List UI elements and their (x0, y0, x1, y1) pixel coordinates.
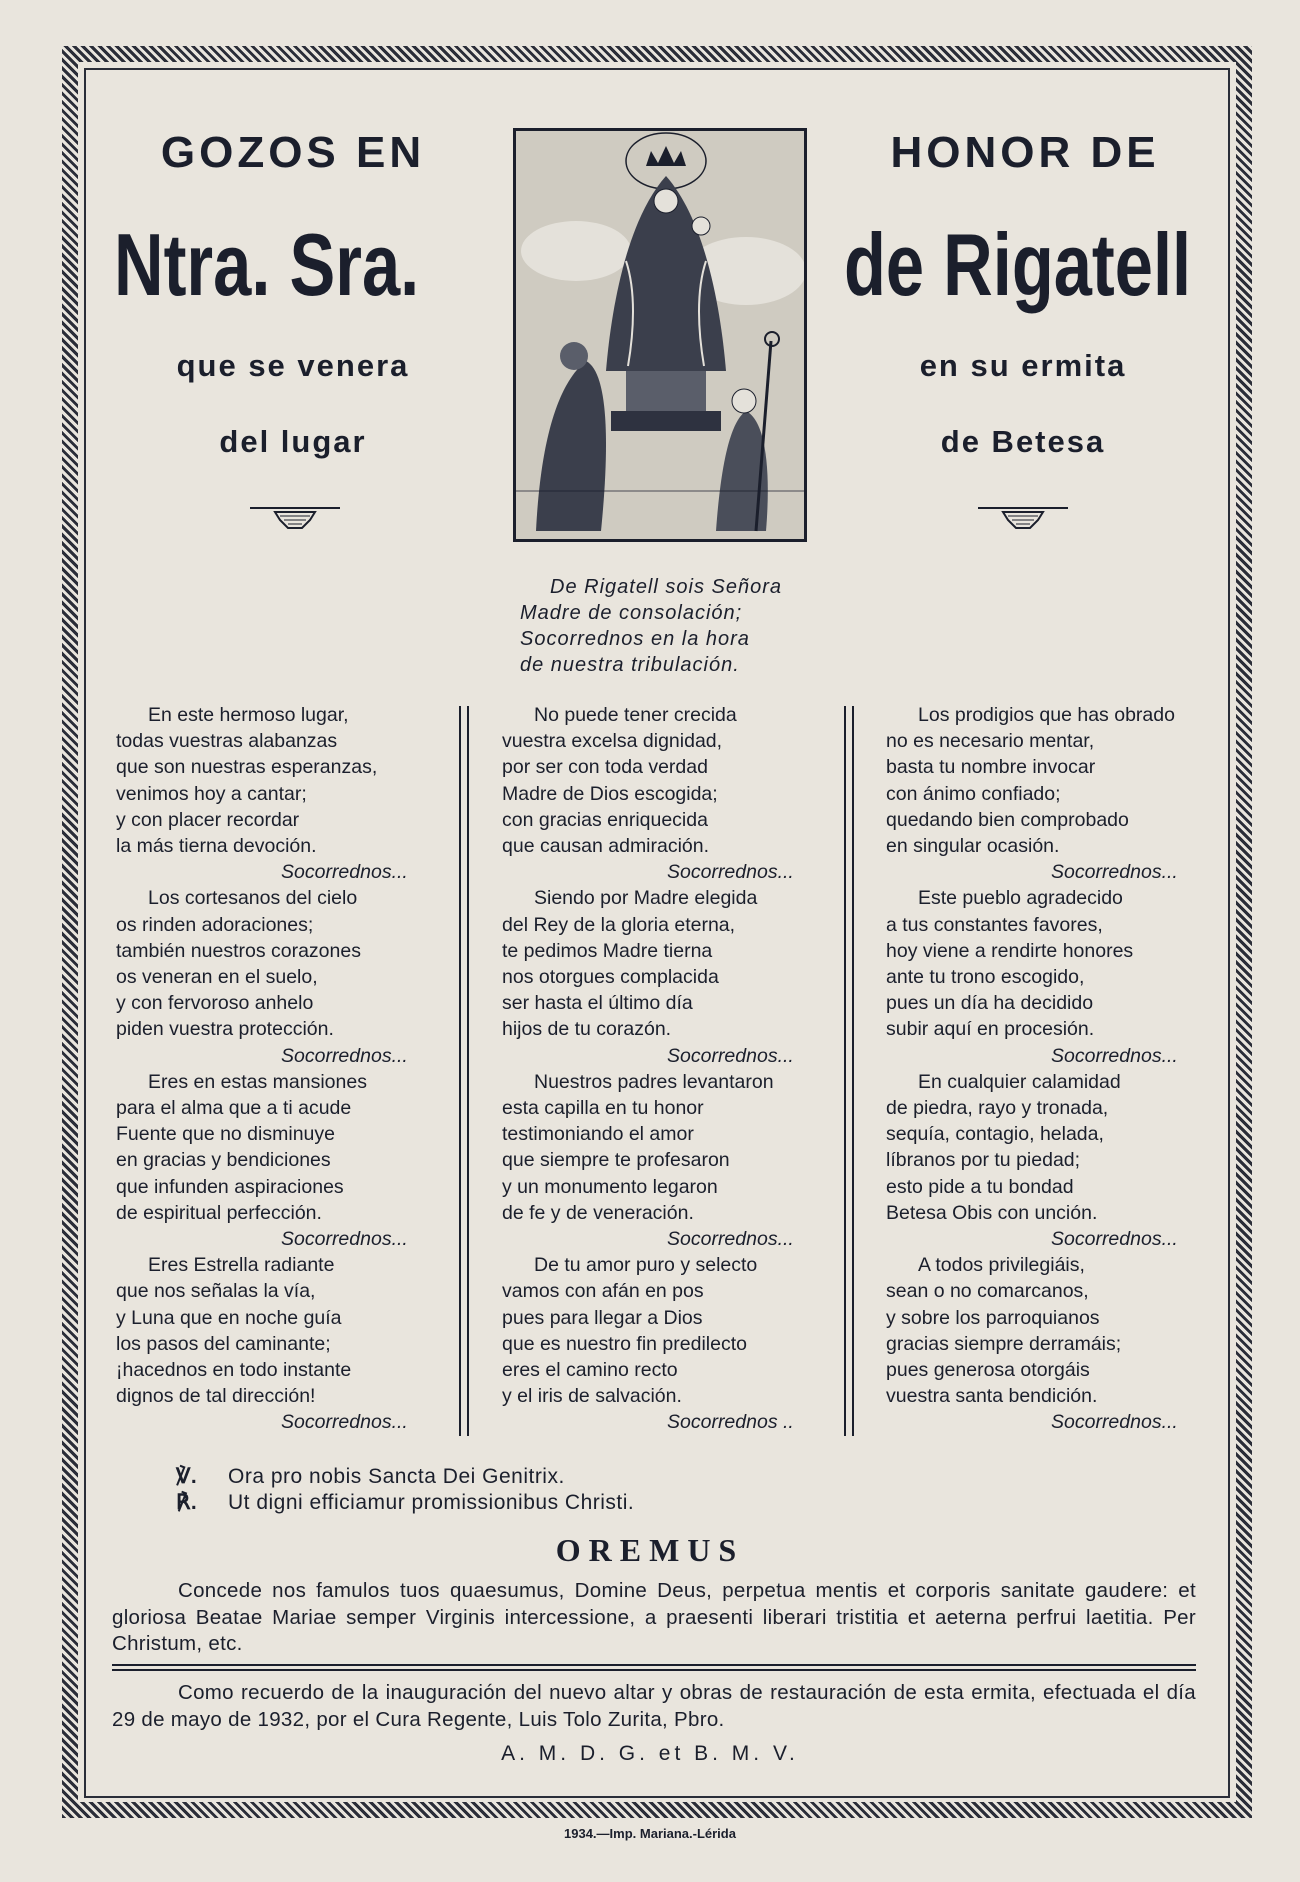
verse-line: os veneran en el suelo, (116, 966, 318, 989)
verse-line: que son nuestras esperanzas, (116, 756, 378, 779)
verse-line: No puede tener crecida (534, 704, 737, 726)
verse-line: En este hermoso lugar, (148, 704, 349, 726)
verse-line: y el iris de salvación. (502, 1385, 682, 1408)
verse-line: esto pide a tu bondad (886, 1175, 1074, 1198)
verse-line: pues generosa otorgáis (886, 1359, 1090, 1382)
divider-line (112, 1664, 1196, 1666)
verse-line: en gracias y bendiciones (116, 1149, 331, 1172)
refrain-cue: Socorrednos... (667, 1044, 794, 1067)
verse-line: vuestra santa bendición. (886, 1385, 1098, 1408)
stanza-column-2 (502, 702, 862, 1436)
oremus-heading: OREMUS (555, 1532, 745, 1568)
verse-line: pues un día ha decidido (886, 992, 1094, 1015)
verse-line: subir aquí en procesión. (886, 1018, 1095, 1041)
header-top-right: HONOR DE (890, 128, 1160, 177)
verse-line: y Luna que en noche guía (116, 1306, 342, 1329)
divider-line (112, 1669, 1196, 1671)
column-divider (844, 706, 854, 1436)
verse-line: te pedimos Madre tierna (502, 939, 713, 962)
refrain-cue: Socorrednos... (281, 1411, 408, 1434)
verse-line: ser hasta el último día (502, 992, 693, 1015)
ornament-right-icon (978, 506, 1068, 536)
verse-line: ante tu trono escogido, (886, 966, 1085, 989)
ornament-left-icon (250, 506, 340, 536)
verse-line: y sobre los parroquianos (886, 1306, 1100, 1329)
verse-line: la más tierna devoción. (116, 835, 317, 858)
verse-line: de espiritual perfección. (116, 1201, 322, 1224)
verse-line: líbranos por tu piedad; (886, 1149, 1081, 1172)
versicle-text: Ora pro nobis Sancta Dei Genitrix. (228, 1465, 565, 1488)
verse-line: Eres en estas mansiones (148, 1070, 367, 1093)
column-divider (459, 706, 469, 1436)
verse-line: que infunden aspiraciones (116, 1175, 344, 1198)
refrain-cue: Socorrednos... (281, 1044, 408, 1067)
refrain-cue: Socorrednos... (667, 1228, 794, 1251)
title-left: Ntra. Sra. (114, 215, 420, 314)
verse-line: los pasos del caminante; (116, 1332, 331, 1355)
refrain (520, 574, 820, 678)
versicle (176, 1464, 565, 1489)
verse-line: sequía, contagio, helada, (886, 1123, 1104, 1146)
verse-line: esta capilla en tu honor (502, 1097, 704, 1120)
verse-line: basta tu nombre invocar (886, 756, 1096, 779)
verse-line: piden vuestra protección. (116, 1018, 334, 1041)
printer-imprint: 1934.—Imp. Mariana.-Lérida (564, 1826, 736, 1841)
verse-line: y con fervoroso anhelo (116, 992, 314, 1015)
verse-line: y con placer recordar (116, 808, 300, 831)
versicle-symbol: ℣. (176, 1465, 198, 1488)
header-top-left: GOZOS EN (160, 128, 426, 177)
refrain-cue: Socorrednos... (1051, 1228, 1178, 1251)
verse-line: hijos de tu corazón. (502, 1018, 672, 1041)
verse-line: testimoniando el amor (502, 1123, 694, 1146)
verse-line: con gracias enriquecida (502, 808, 708, 831)
stanza-column-3 (886, 702, 1246, 1436)
refrain-cue: Socorrednos... (667, 861, 794, 884)
refrain-cue: Socorrednos... (281, 1228, 408, 1251)
verse-line: os rinden adoraciones; (116, 913, 314, 936)
verse-line: de fe y de veneración. (502, 1201, 694, 1224)
verse-line: dignos de tal dirección! (116, 1385, 316, 1408)
verse-line: todas vuestras alabanzas (116, 730, 338, 753)
verse-line: eres el camino recto (502, 1359, 678, 1382)
verse-line: Este pueblo agradecido (918, 887, 1123, 910)
subtitle-right-1: en su ermita (919, 348, 1127, 383)
memorial-note: Como recuerdo de la inauguración del nuevo altar y obras de restauración de esta ermita, efectuada el día 29 de mayo de 1932, por el Cura Regente, Luis Tolo Zurita, Pbro. (112, 1681, 1196, 1731)
verse-line: vuestra excelsa dignidad, (502, 730, 723, 753)
verse-line: y un monumento legaron (502, 1175, 718, 1198)
verse-line: que nos señalas la vía, (116, 1280, 316, 1303)
refrain-cue: Socorrednos .. (667, 1411, 794, 1434)
subtitle-left-1: que se venera (176, 348, 410, 383)
verse-line: En cualquier calamidad (918, 1070, 1121, 1093)
verse-line: vamos con afán en pos (502, 1280, 704, 1303)
refrain-line: Socorrednos en la hora (520, 628, 750, 650)
verse-line: venimos hoy a cantar; (116, 782, 307, 805)
verse-line: pues para llegar a Dios (502, 1306, 703, 1329)
refrain-line: De Rigatell sois Señora (550, 576, 782, 598)
virgin-engraving-image (513, 128, 807, 542)
verse-line: que causan admiración. (502, 835, 710, 858)
response-symbol: ℟. (176, 1491, 198, 1514)
refrain-cue: Socorrednos... (1051, 861, 1178, 884)
refrain-cue: Socorrednos... (281, 861, 408, 884)
verse-line: en singular ocasión. (886, 835, 1060, 858)
response (176, 1490, 634, 1515)
subtitle-right-2: de Betesa (940, 424, 1106, 459)
verse-line: quedando bien comprobado (886, 808, 1129, 831)
amdg-motto: A. M. D. G. et B. M. V. (501, 1742, 799, 1765)
subtitle-left-2: del lugar (219, 424, 367, 459)
verse-line: también nuestros corazones (116, 939, 361, 962)
refrain-cue: Socorrednos... (1051, 1044, 1178, 1067)
response-text: Ut digni efficiamur promissionibus Christi. (228, 1491, 635, 1514)
verse-line: Nuestros padres levantaron (534, 1070, 774, 1093)
verse-line: Fuente que no disminuye (116, 1123, 335, 1146)
verse-line: no es necesario mentar, (886, 730, 1095, 753)
verse-line: gracias siempre derramáis; (886, 1332, 1122, 1355)
verse-line: Eres Estrella radiante (148, 1254, 335, 1277)
verse-line: nos otorgues complacida (502, 966, 719, 989)
verse-line: con ánimo confiado; (886, 782, 1061, 805)
verse-line: que es nuestro fin predilecto (502, 1332, 747, 1355)
verse-line: Siendo por Madre elegida (534, 887, 758, 910)
stanza-column-1 (116, 702, 476, 1436)
verse-line: Los prodigios que has obrado (918, 704, 1175, 726)
title-right: de Rigatell (844, 215, 1192, 314)
verse-line: de piedra, rayo y tronada, (886, 1097, 1109, 1120)
verse-line: ¡hacednos en todo instante (116, 1359, 352, 1382)
verse-line: a tus constantes favores, (886, 913, 1103, 936)
refrain-line: de nuestra tribulación. (520, 654, 740, 676)
verse-line: del Rey de la gloria eterna, (502, 913, 736, 936)
verse-line: que siempre te profesaron (502, 1149, 730, 1172)
refrain-line: Madre de consolación; (520, 602, 743, 624)
verse-line: Madre de Dios escogida; (502, 782, 718, 805)
verse-line: para el alma que a ti acude (116, 1097, 352, 1120)
verse-line: Betesa Obis con unción. (886, 1201, 1098, 1224)
oremus-prayer: Concede nos famulos tuos quaesumus, Domine Deus, perpetua mentis et corporis sanitate gaudere: et gloriosa Beatae Mariae semper Virginis intercessione, a praesenti liberari tristitia et aeterna perfrui laetitia. Per Christum, etc. (112, 1579, 1196, 1655)
verse-line: hoy viene a rendirte honores (886, 939, 1134, 962)
verse-line: A todos privilegiáis, (918, 1254, 1085, 1277)
verse-line: De tu amor puro y selecto (534, 1254, 758, 1277)
refrain-cue: Socorrednos... (1051, 1411, 1178, 1434)
verse-line: Los cortesanos del cielo (148, 887, 358, 910)
verse-line: por ser con toda verdad (502, 756, 708, 779)
verse-line: sean o no comarcanos, (886, 1280, 1089, 1303)
